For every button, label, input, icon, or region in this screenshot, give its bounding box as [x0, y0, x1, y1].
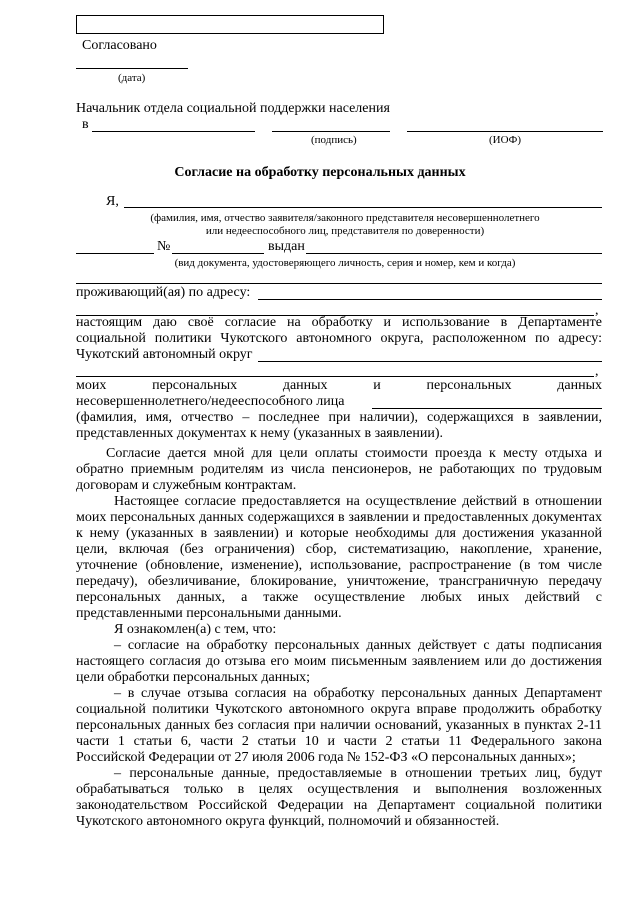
agreed-label: Согласовано: [82, 38, 157, 53]
document-title: Согласие на обработку персональных данных: [174, 165, 466, 180]
extra-line-1[interactable]: [76, 283, 602, 284]
address-line[interactable]: [258, 299, 602, 300]
item2-line-1: – в случае отзыва согласия на обработку персональных данных Департамент: [114, 686, 602, 701]
okrug-label: Чукотский автономный округ: [76, 347, 253, 362]
item3-line-3: законодательством Российской Федерации на Департамент социальной политики: [76, 798, 602, 813]
document-number-line[interactable]: [172, 253, 264, 254]
document-type-line[interactable]: [76, 253, 154, 254]
initials-line[interactable]: [407, 131, 603, 132]
para1-line-3: договорам и служебным контрактам.: [76, 478, 297, 493]
para2-line-4: цели, включая (без ограничения) сбор, систематизацию, накопление, хранение,: [76, 542, 602, 557]
address-label: проживающий(ая) по адресу:: [76, 285, 251, 300]
minor-name-line[interactable]: [372, 408, 602, 409]
para1-line-2: обратно приемным родителям из числа пенсионеров, не работающих по трудовым: [76, 462, 602, 477]
initials-hint: (ИОФ): [489, 134, 522, 146]
para2-line-6: передачу), обезличивание, блокирование, уничтожение, трансграничную передачу: [76, 574, 602, 589]
personal-data-line: моих персональных данных и персональных данных: [76, 378, 602, 393]
item3-line-2: обрабатываться только в целях осуществления и выполнения возложенных: [76, 782, 602, 797]
item1-line-3: цели обработки персональных данных;: [76, 670, 311, 685]
item2-line-5: Российской Федерации от 27 июля 2006 года № 152-ФЗ «О персональных данных»;: [76, 750, 576, 765]
chief-title: Начальник отдела социальной поддержки населения: [76, 101, 390, 116]
date-hint: (дата): [118, 72, 146, 84]
fio-line-2: представленных документах к нему (указанных в заявлении).: [76, 426, 444, 441]
applicant-hint-2: или недееспособного лиц, представителя по доверенности): [205, 225, 485, 237]
okrug-address-line-2[interactable]: [76, 376, 594, 377]
para1-line-1: Согласие дается мной для цели оплаты стоимости проезда к месту отдыха и: [106, 446, 602, 461]
top-frame-box: [76, 15, 384, 34]
para2-line-3: к нему (указанных в заявлении) и которые необходимы для достижения указанной: [76, 526, 602, 541]
applicant-name-line[interactable]: [124, 207, 602, 208]
signature-line[interactable]: [272, 131, 390, 132]
item1-line-1: – согласие на обработку персональных данных действует с даты подписания: [114, 638, 602, 653]
para2-line-5: уточнение (обновление, изменение), использование, распространение (в том числе: [76, 558, 602, 573]
para2-line-2: моих персональных данных содержащихся в заявлении и предоставленных документах: [76, 510, 602, 525]
i-label: Я,: [106, 194, 119, 209]
issued-label: выдан: [268, 239, 305, 254]
okrug-address-line[interactable]: [258, 361, 602, 362]
item2-line-4: части 1 статьи 6, части 2 статьи 10 и части 2 статьи 11 Федерального закона: [76, 734, 602, 749]
comma-1: ,: [595, 303, 599, 318]
para2-line-7: персональных данных, а также осуществление любых иных действий с: [76, 590, 602, 605]
comma-2: ,: [595, 364, 599, 379]
applicant-hint-1: (фамилия, имя, отчество заявителя/законного представителя несовершеннолетнего: [150, 212, 540, 224]
document-hint: (вид документа, удостоверяющего личность, серия и номер, кем и когда): [174, 257, 516, 269]
minor-label: несовершеннолетнего/недееспособного лица: [76, 394, 345, 409]
fio-line-1: (фамилия, имя, отчество – последнее при наличии), содержащихся в заявлении,: [76, 410, 602, 425]
number-label: №: [157, 239, 171, 254]
issued-by-line[interactable]: [306, 253, 602, 254]
item2-line-2: социальной политики Чукотского автономного округа вправе продолжить обработку: [76, 702, 602, 717]
department-line[interactable]: [92, 131, 255, 132]
consent-line-2: социальной политики Чукотского автономного округа, расположенном по адресу:: [76, 331, 602, 346]
para2-line-1: Настоящее согласие предоставляется на осуществление действий в отношении: [114, 494, 602, 509]
signature-hint: (подпись): [311, 134, 357, 146]
item1-line-2: настоящего согласия до отзыва его моим письменным заявлением или до достижения: [76, 654, 602, 669]
aware-heading: Я ознакомлен(а) с тем, что:: [114, 622, 277, 637]
in-prefix: в: [82, 117, 89, 132]
date-line[interactable]: [76, 68, 188, 69]
para2-line-8: представленными персональными данными.: [76, 606, 342, 621]
item3-line-4: Чукотского автономного округа функций, полномочий и обязанностей.: [76, 814, 500, 829]
item3-line-1: – персональные данные, предоставляемые в отношении третьих лиц, будут: [114, 766, 602, 781]
item2-line-3: персональных данных без согласия при наличии оснований, указанных в пунктах 2-11: [76, 718, 602, 733]
consent-line-1: настоящим даю своё согласие на обработку и использование в Департаменте: [76, 315, 602, 330]
